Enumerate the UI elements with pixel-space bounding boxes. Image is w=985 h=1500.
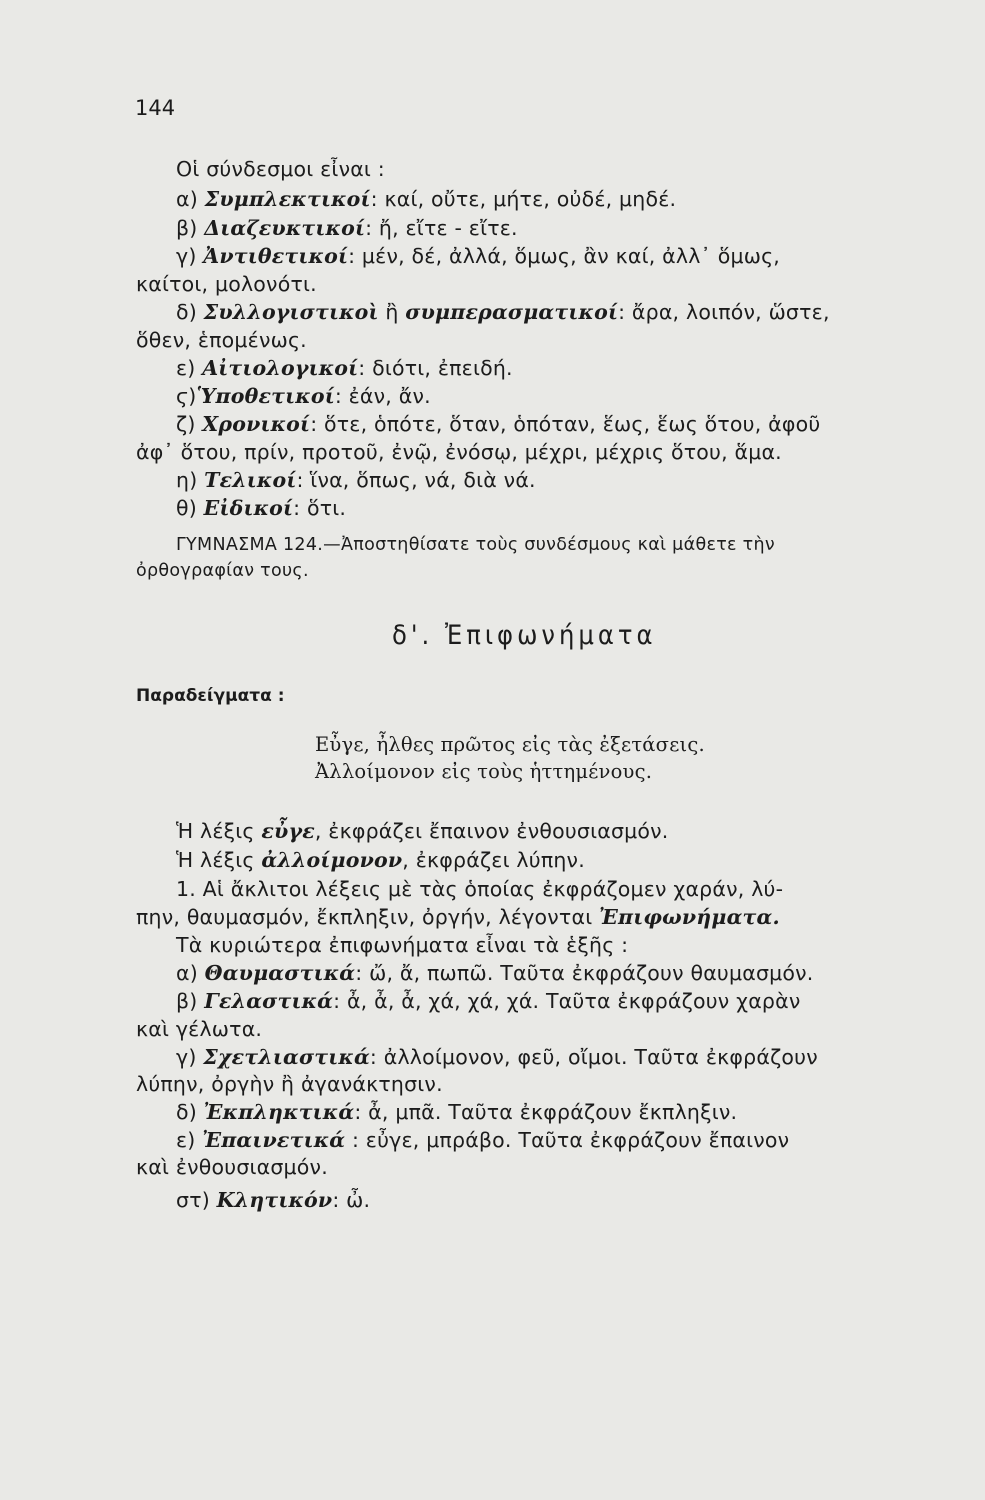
p1-word: εὖγε: [261, 819, 315, 843]
text: : ὤ, ἄ, πωπῶ. Ταῦτα ἐκφράζουν θαυμασμόν.: [355, 961, 814, 985]
term: Χρονικοί: [202, 412, 311, 436]
interj-item-c-cont: λύπην, ὀργὴν ἢ ἀγανάκτησιν.: [136, 1072, 443, 1096]
interj-item-b-cont: καὶ γέλωτα.: [136, 1017, 263, 1041]
term: Ἀντιθετικοί: [203, 244, 349, 268]
interj-item-d: [176, 1100, 737, 1124]
examples-label: Παραδείγματα :: [136, 686, 285, 706]
term: Ἐπαινετικά: [202, 1128, 346, 1152]
label: δ): [176, 300, 204, 324]
text: : ἄρα, λοιπόν, ὥστε,: [618, 300, 830, 324]
body-p1: [176, 819, 669, 843]
label: γ): [176, 244, 204, 268]
page-number: 144: [135, 96, 176, 120]
conj-item-b: [176, 216, 518, 240]
term: Αἰτιολογικοί: [202, 356, 359, 380]
text: : ἵνα, ὅπως, νά, διὰ νά.: [296, 468, 536, 492]
body-p2: [176, 848, 585, 872]
conj-item-c: [176, 244, 780, 268]
p2-text: Ἡ λέξις: [176, 848, 262, 872]
label: β): [176, 216, 205, 240]
body-p4: Τὰ κυριώτερα ἐπιφωνήματα εἶναι τὰ ἑξῆς :: [176, 933, 629, 957]
text: : ἤ, εἴτε - εἴτε.: [365, 216, 518, 240]
conjunctions-intro: Οἱ σύνδεσμοι εἶναι :: [176, 157, 385, 181]
text: : ὅτε, ὁπότε, ὅταν, ὁπόταν, ἕως, ἕως ὅτου, ἀφοῦ: [310, 412, 821, 436]
text: : ὦ.: [332, 1188, 371, 1212]
example-2: Ἀλλοίμονον εἰς τοὺς ἡττημένους.: [315, 760, 653, 783]
term: Ἐκπληκτικά: [203, 1100, 355, 1124]
conj-item-e: [176, 356, 513, 380]
term: Γελαστικά: [204, 989, 334, 1013]
text: : διότι, ἐπειδή.: [358, 356, 513, 380]
interj-item-e: [176, 1128, 789, 1152]
body-p3-cont: [136, 905, 780, 929]
text: : ἆ, μπᾶ. Ταῦτα ἐκφράζουν ἔκπληξιν.: [354, 1100, 738, 1124]
example-1: Εὖγε, ἦλθες πρῶτος εἰς τὰς ἐξετάσεις.: [315, 733, 705, 756]
text: : καί, οὔτε, μήτε, οὐδέ, μηδέ.: [370, 187, 677, 211]
text: : ἆ, ἆ, ἆ, χά, χά, χά. Ταῦτα ἐκφράζουν χαρὰν: [333, 989, 801, 1013]
term: Συλλογιστικοὶ: [203, 300, 379, 324]
text: : ἀλλοίμονον, φεῦ, οἴμοι. Ταῦτα ἐκφράζουν: [369, 1045, 818, 1069]
label: α): [176, 187, 205, 211]
p2-word: ἀλλοίμονον: [261, 848, 403, 872]
label: α): [176, 961, 205, 985]
p3-term: Ἐπιφωνήματα.: [599, 905, 780, 929]
p3-text: πην, θαυμασμόν, ἔκπληξιν, ὀργήν, λέγονται: [136, 905, 600, 929]
interj-item-e-cont: καὶ ἐνθουσιασμόν.: [136, 1155, 328, 1179]
conj-item-g-cont: ἀφ᾽ ὅτου, πρίν, προτοῦ, ἐνῷ, ἐνόσῳ, μέχρι, μέχρις ὅτου, ἅμα.: [136, 440, 782, 464]
conj-item-a: [176, 187, 676, 211]
conj-item-f: [176, 384, 431, 408]
label: ε): [176, 1128, 203, 1152]
term: Ὑποθετικοί: [196, 384, 335, 408]
exercise-line-2: ὀρθογραφίαν τους.: [136, 561, 309, 581]
term: Σχετλιαστικά: [203, 1045, 370, 1069]
section-heading: δ'. Ἐπιφωνήματα: [392, 620, 657, 651]
term: Διαζευκτικοί: [204, 216, 366, 240]
term: Τελικοί: [204, 468, 297, 492]
label: ε): [176, 356, 203, 380]
text: : μέν, δέ, ἀλλά, ὅμως, ἂν καί, ἀλλ᾽ ὅμως,: [348, 244, 781, 268]
label: η): [176, 468, 205, 492]
text: : εὖγε, μπράβο. Ταῦτα ἐκφράζουν ἔπαινον: [345, 1128, 790, 1152]
conj-item-d: [176, 300, 830, 324]
interj-item-a: [176, 961, 814, 985]
label: θ): [176, 496, 204, 520]
label: ϛ): [176, 384, 197, 408]
term: Εἰδικοί: [203, 496, 294, 520]
body-p3: 1. Αἱ ἄκλιτοι λέξεις μὲ τὰς ὁποίας ἐκφράζομεν χαράν, λύ-: [176, 877, 784, 901]
conj-item-c-cont: καίτοι, μολονότι.: [136, 272, 317, 296]
label: στ): [176, 1188, 217, 1212]
label: γ): [176, 1045, 204, 1069]
conj-item-g: [176, 412, 820, 436]
p1-rest: , ἐκφράζει ἔπαινον ἐνθουσιασμόν.: [314, 819, 669, 843]
p2-rest: , ἐκφράζει λύπην.: [402, 848, 585, 872]
mid: ἢ: [378, 300, 406, 324]
term: Κλητικόν: [216, 1188, 333, 1212]
text: : ἐάν, ἄν.: [334, 384, 431, 408]
text: : ὅτι.: [293, 496, 347, 520]
label: δ): [176, 1100, 204, 1124]
interj-item-f: [176, 1188, 370, 1212]
label: β): [176, 989, 205, 1013]
label: ζ): [176, 412, 203, 436]
conj-item-h: [176, 468, 536, 492]
conj-item-i: [176, 496, 346, 520]
term: Συμπλεκτικοί: [204, 187, 371, 211]
exercise-line-1: ΓΥΜΝΑΣΜΑ 124.—Ἀποστηθίσατε τοὺς συνδέσμους καὶ μάθετε τὴν: [176, 535, 775, 555]
interj-item-b: [176, 989, 801, 1013]
term: Θαυμαστικά: [204, 961, 356, 985]
interj-item-c: [176, 1045, 818, 1069]
p1-text: Ἡ λέξις: [176, 819, 262, 843]
term2: συμπερασματικοί: [405, 300, 619, 324]
conj-item-d-cont: ὅθεν, ἑπομένως.: [136, 328, 307, 352]
